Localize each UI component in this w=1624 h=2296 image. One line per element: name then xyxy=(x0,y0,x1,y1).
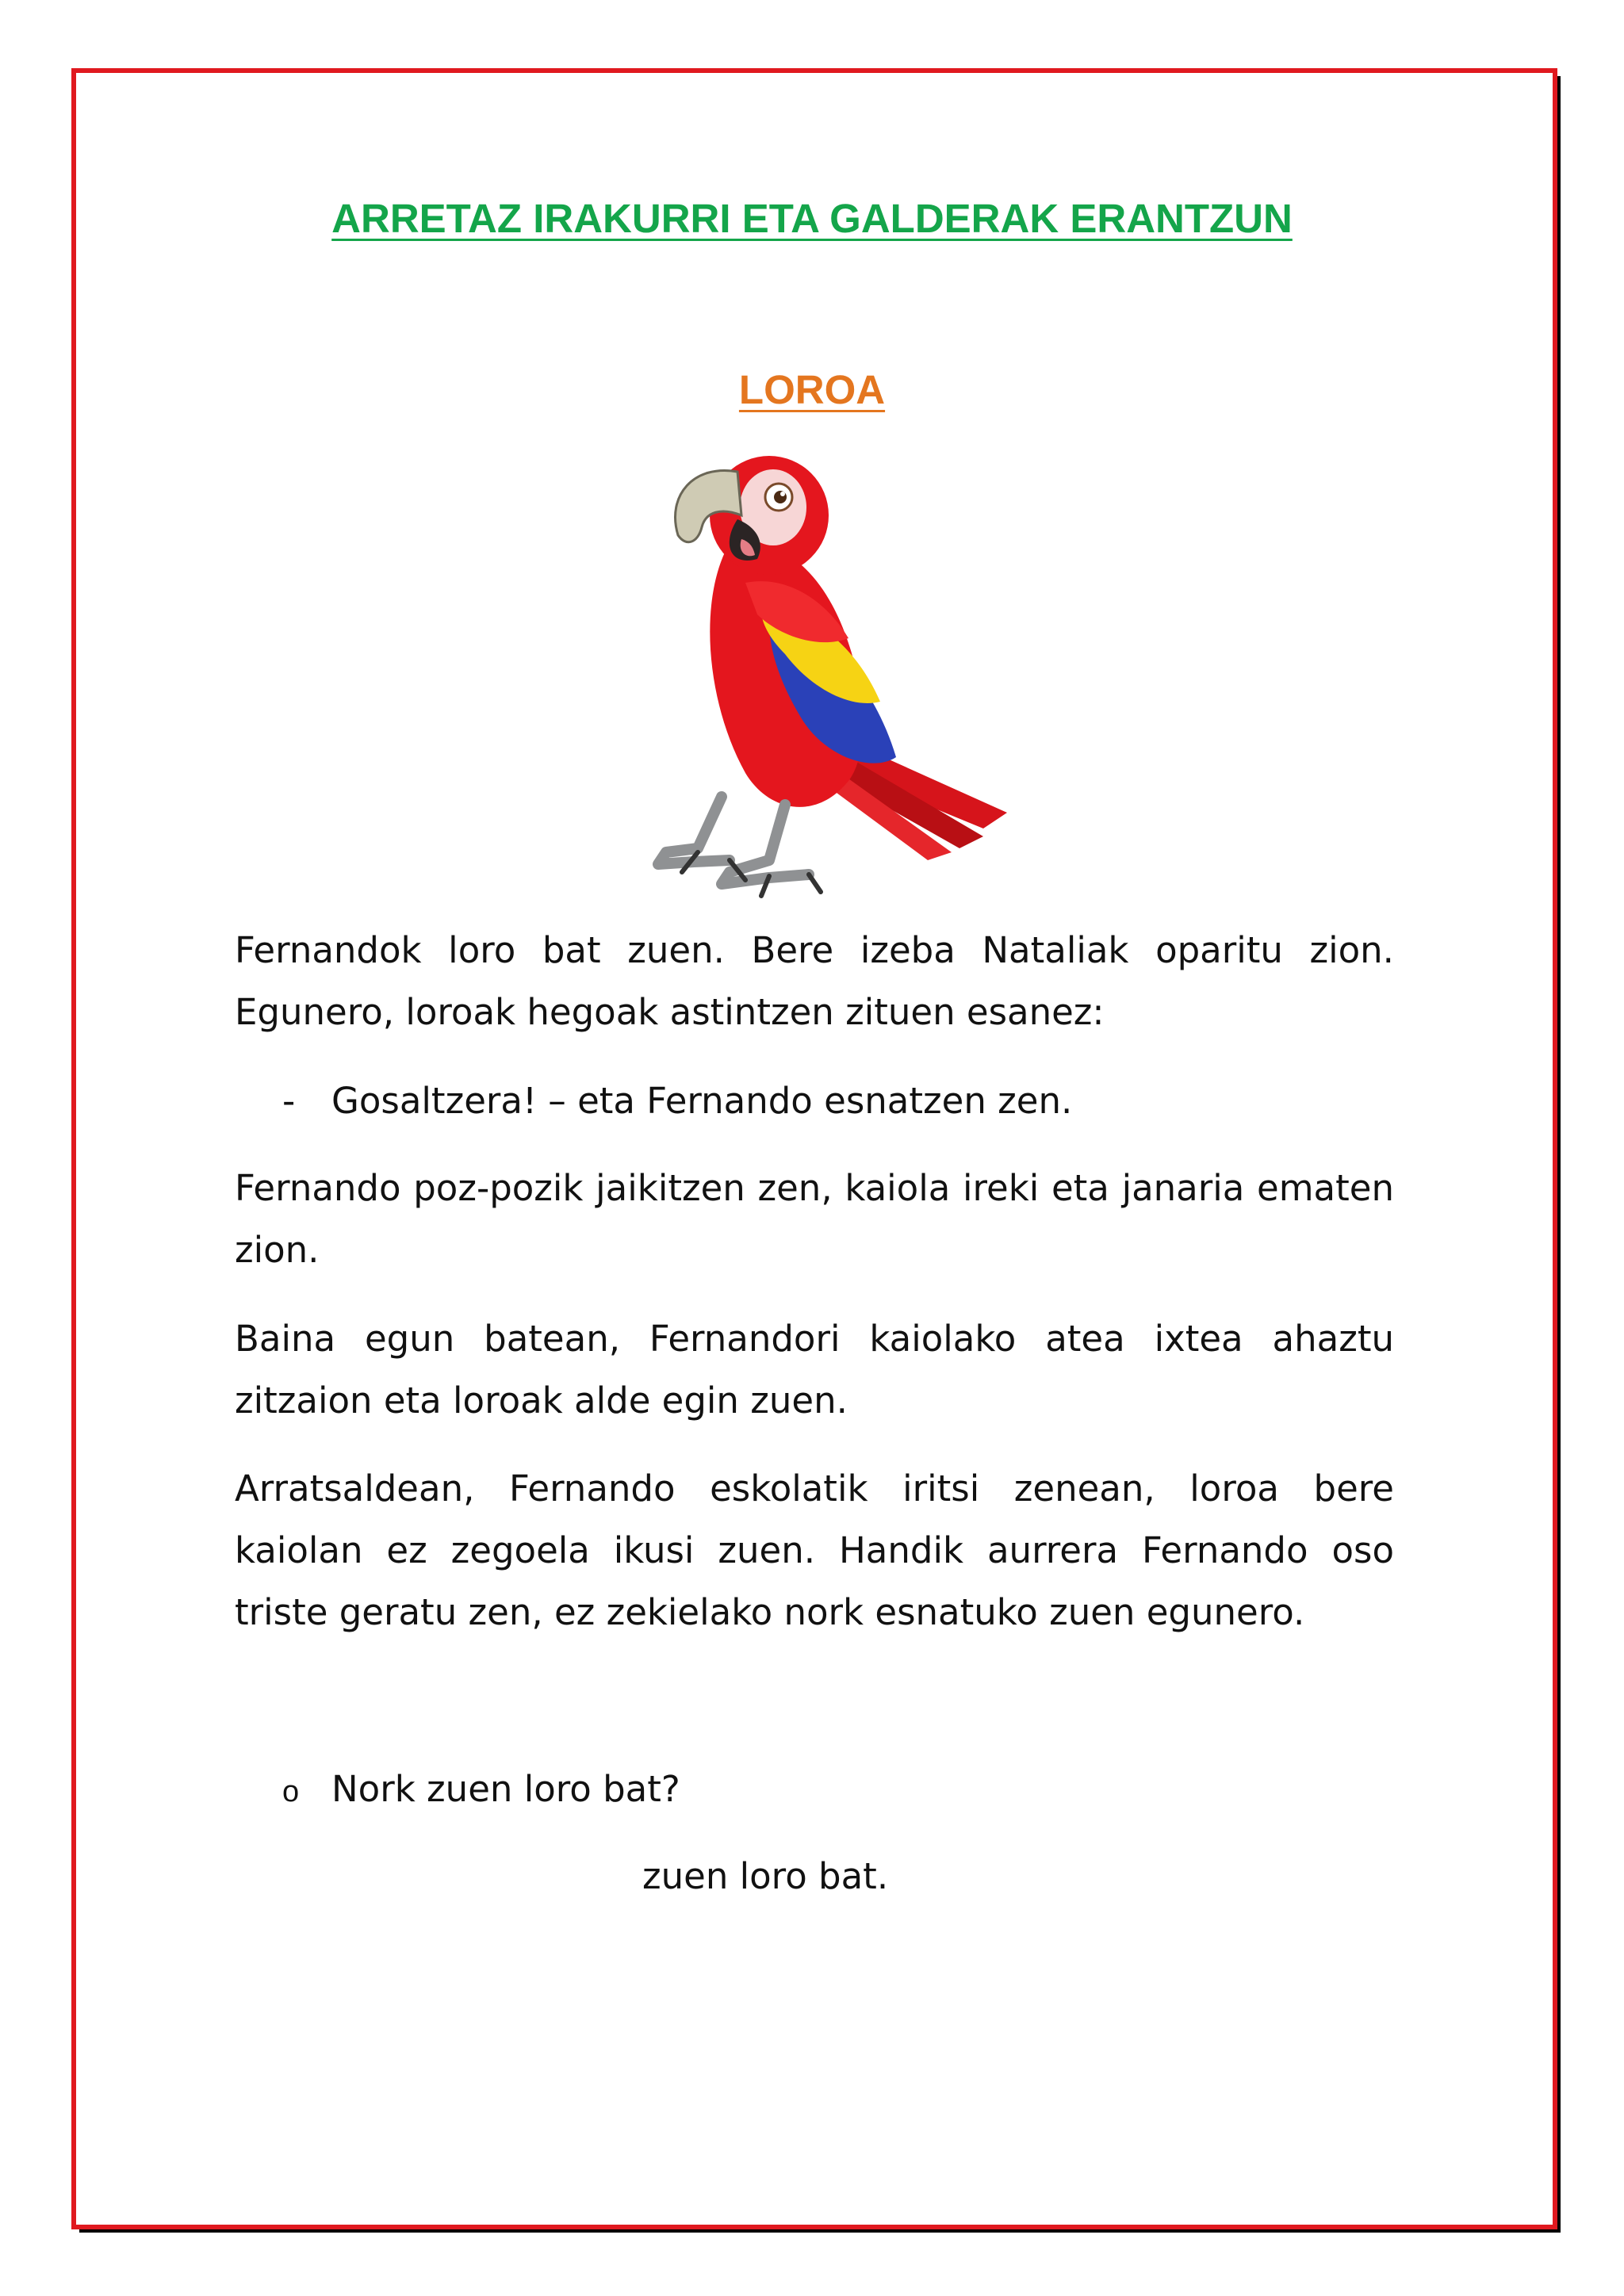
parrot-illustration xyxy=(611,440,1023,900)
story-paragraph-4: Arratsaldean, Fernando eskolatik iritsi zenean, loroa bere kaiolan ez zegoela ikusi zuen. Handik aurrera Fernando oso triste geratu zen, ez zekielako nork esnatuko zuen egunero. xyxy=(235,1468,1394,1633)
dialogue-text: Gosaltzera! – eta Fernando esnatzen zen. xyxy=(331,1080,1073,1122)
answer-line[interactable]: zuen loro bat. xyxy=(642,1855,889,1897)
story-paragraph-3: Baina egun batean, Fernandori kaiolako atea ixtea ahaztu zitzaion eta loroak alde egin zuen. xyxy=(235,1318,1394,1422)
question-item xyxy=(282,1758,680,1823)
story-paragraph-2: Fernando poz-pozik jaikitzen zen, kaiola ireki eta janaria ematen zion. xyxy=(235,1167,1394,1271)
worksheet-title: ARRETAZ IRAKURRI ETA GALDERAK ERANTZUN xyxy=(331,196,1293,241)
dialogue-line xyxy=(282,1070,1072,1132)
story-paragraph-1: Fernandok loro bat zuen. Bere izeba Nataliak oparitu zion. Egunero, loroak hegoak astintzen zituen esanez: xyxy=(235,929,1394,1033)
question-bullet: o xyxy=(282,1775,300,1808)
dialogue-dash: - xyxy=(282,1080,296,1122)
story-title: LOROA xyxy=(738,367,886,412)
question-text: Nork zuen loro bat? xyxy=(331,1768,680,1810)
